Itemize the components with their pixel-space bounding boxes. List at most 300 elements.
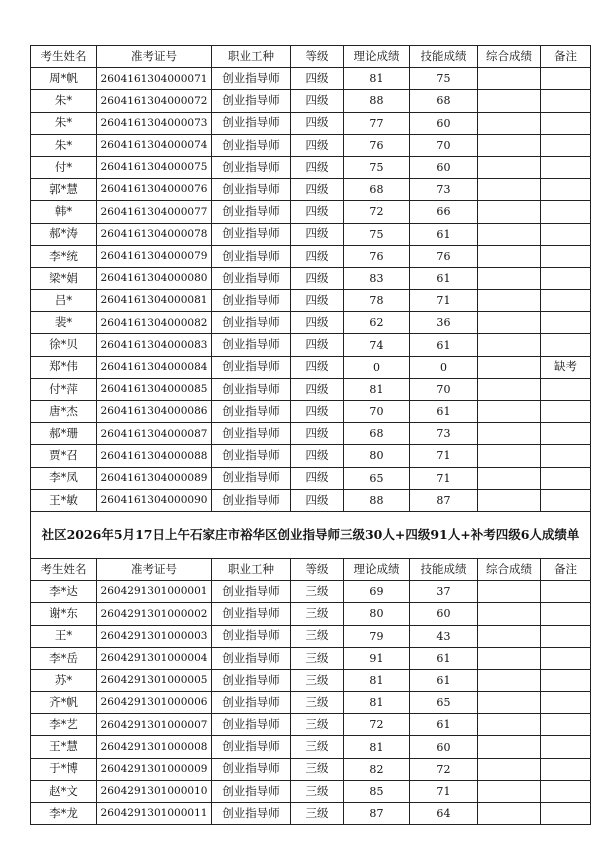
ticket-number-cell: 2604161304000078	[97, 223, 212, 245]
column-header: 考生姓名	[31, 558, 97, 580]
candidate-name-cell: 齐*帆	[31, 692, 97, 714]
candidate-name-cell: 李*艺	[31, 714, 97, 736]
candidate-name-cell: 郭*慧	[31, 179, 97, 201]
skill-score-cell: 61	[410, 714, 478, 736]
column-header: 职业工种	[212, 558, 291, 580]
theory-score-cell: 62	[344, 312, 410, 334]
column-header: 备注	[541, 46, 591, 68]
ticket-number-cell: 2604291301000011	[97, 803, 212, 825]
table-row	[31, 401, 591, 423]
theory-score-cell: 74	[344, 334, 410, 356]
total-score-cell	[478, 68, 541, 90]
table-row	[31, 423, 591, 445]
total-score-cell	[478, 156, 541, 178]
table-row	[31, 467, 591, 489]
level-cell: 四级	[291, 334, 344, 356]
remark-cell	[541, 467, 591, 489]
level-cell: 四级	[291, 68, 344, 90]
level-cell: 四级	[291, 445, 344, 467]
occupation-cell: 创业指导师	[212, 312, 291, 334]
table-row	[31, 581, 591, 603]
occupation-cell: 创业指导师	[212, 68, 291, 90]
occupation-cell: 创业指导师	[212, 356, 291, 378]
remark-cell	[541, 736, 591, 758]
ticket-number-cell: 2604161304000085	[97, 378, 212, 400]
column-header: 理论成绩	[344, 558, 410, 580]
skill-score-cell: 61	[410, 401, 478, 423]
occupation-cell: 创业指导师	[212, 290, 291, 312]
ticket-number-cell: 2604161304000084	[97, 356, 212, 378]
occupation-cell: 创业指导师	[212, 625, 291, 647]
score-sheet	[30, 45, 580, 825]
column-header: 等级	[291, 46, 344, 68]
ticket-number-cell: 2604291301000010	[97, 780, 212, 802]
ticket-number-cell: 2604291301000001	[97, 581, 212, 603]
column-header: 准考证号	[97, 558, 212, 580]
theory-score-cell: 72	[344, 201, 410, 223]
skill-score-cell: 60	[410, 156, 478, 178]
skill-score-cell: 71	[410, 445, 478, 467]
total-score-cell	[478, 692, 541, 714]
level-cell: 四级	[291, 378, 344, 400]
theory-score-cell: 85	[344, 780, 410, 802]
skill-score-cell: 61	[410, 267, 478, 289]
table-row	[31, 692, 591, 714]
skill-score-cell: 73	[410, 423, 478, 445]
total-score-cell	[478, 758, 541, 780]
ticket-number-cell: 2604161304000076	[97, 179, 212, 201]
occupation-cell: 创业指导师	[212, 489, 291, 511]
remark-cell	[541, 780, 591, 802]
ticket-number-cell: 2604291301000006	[97, 692, 212, 714]
remark-cell	[541, 692, 591, 714]
total-score-cell	[478, 445, 541, 467]
column-header: 技能成绩	[410, 46, 478, 68]
occupation-cell: 创业指导师	[212, 467, 291, 489]
skill-score-cell: 71	[410, 467, 478, 489]
remark-cell	[541, 581, 591, 603]
candidate-name-cell: 朱*	[31, 90, 97, 112]
candidate-name-cell: 李*龙	[31, 803, 97, 825]
occupation-cell: 创业指导师	[212, 179, 291, 201]
theory-score-cell: 87	[344, 803, 410, 825]
remark-cell	[541, 625, 591, 647]
occupation-cell: 创业指导师	[212, 156, 291, 178]
table-row	[31, 156, 591, 178]
skill-score-cell: 70	[410, 134, 478, 156]
total-score-cell	[478, 625, 541, 647]
total-score-cell	[478, 201, 541, 223]
table-row	[31, 68, 591, 90]
ticket-number-cell: 2604291301000009	[97, 758, 212, 780]
level-cell: 三级	[291, 780, 344, 802]
ticket-number-cell: 2604161304000080	[97, 267, 212, 289]
skill-score-cell: 75	[410, 68, 478, 90]
total-score-cell	[478, 803, 541, 825]
table-row	[31, 736, 591, 758]
ticket-number-cell: 2604161304000074	[97, 134, 212, 156]
remark-cell	[541, 245, 591, 267]
table-row	[31, 758, 591, 780]
theory-score-cell: 82	[344, 758, 410, 780]
candidate-name-cell: 郝*涛	[31, 223, 97, 245]
table-row	[31, 356, 591, 378]
candidate-name-cell: 李*达	[31, 581, 97, 603]
total-score-cell	[478, 134, 541, 156]
column-header: 综合成绩	[478, 46, 541, 68]
table-row	[31, 112, 591, 134]
remark-cell	[541, 445, 591, 467]
score-table	[30, 45, 591, 825]
candidate-name-cell: 梁*娟	[31, 267, 97, 289]
ticket-number-cell: 2604161304000079	[97, 245, 212, 267]
candidate-name-cell: 周*帆	[31, 68, 97, 90]
occupation-cell: 创业指导师	[212, 758, 291, 780]
remark-cell	[541, 90, 591, 112]
skill-score-cell: 64	[410, 803, 478, 825]
theory-score-cell: 69	[344, 581, 410, 603]
theory-score-cell: 88	[344, 489, 410, 511]
skill-score-cell: 72	[410, 758, 478, 780]
theory-score-cell: 72	[344, 714, 410, 736]
theory-score-cell: 70	[344, 401, 410, 423]
level-cell: 三级	[291, 736, 344, 758]
remark-cell	[541, 201, 591, 223]
total-score-cell	[478, 312, 541, 334]
level-cell: 三级	[291, 603, 344, 625]
occupation-cell: 创业指导师	[212, 378, 291, 400]
candidate-name-cell: 朱*	[31, 134, 97, 156]
candidate-name-cell: 贾*召	[31, 445, 97, 467]
column-header: 综合成绩	[478, 558, 541, 580]
skill-score-cell: 87	[410, 489, 478, 511]
table-row	[31, 647, 591, 669]
skill-score-cell: 61	[410, 669, 478, 691]
total-score-cell	[478, 780, 541, 802]
ticket-number-cell: 2604291301000002	[97, 603, 212, 625]
level-cell: 四级	[291, 223, 344, 245]
level-cell: 四级	[291, 156, 344, 178]
table-row	[31, 134, 591, 156]
remark-cell	[541, 401, 591, 423]
remark-cell	[541, 134, 591, 156]
total-score-cell	[478, 581, 541, 603]
theory-score-cell: 76	[344, 134, 410, 156]
occupation-cell: 创业指导师	[212, 581, 291, 603]
level-cell: 三级	[291, 647, 344, 669]
table-header-row	[31, 558, 591, 580]
table-row	[31, 625, 591, 647]
column-header: 等级	[291, 558, 344, 580]
total-score-cell	[478, 245, 541, 267]
skill-score-cell: 70	[410, 378, 478, 400]
total-score-cell	[478, 378, 541, 400]
level-cell: 三级	[291, 625, 344, 647]
total-score-cell	[478, 647, 541, 669]
total-score-cell	[478, 267, 541, 289]
column-header: 备注	[541, 558, 591, 580]
remark-cell	[541, 714, 591, 736]
table-row	[31, 803, 591, 825]
ticket-number-cell: 2604161304000081	[97, 290, 212, 312]
ticket-number-cell: 2604161304000082	[97, 312, 212, 334]
occupation-cell: 创业指导师	[212, 714, 291, 736]
level-cell: 三级	[291, 692, 344, 714]
total-score-cell	[478, 90, 541, 112]
level-cell: 四级	[291, 134, 344, 156]
theory-score-cell: 81	[344, 736, 410, 758]
remark-cell	[541, 489, 591, 511]
skill-score-cell: 76	[410, 245, 478, 267]
theory-score-cell: 0	[344, 356, 410, 378]
candidate-name-cell: 王*敏	[31, 489, 97, 511]
total-score-cell	[478, 603, 541, 625]
ticket-number-cell: 2604291301000008	[97, 736, 212, 758]
occupation-cell: 创业指导师	[212, 736, 291, 758]
theory-score-cell: 68	[344, 423, 410, 445]
level-cell: 四级	[291, 112, 344, 134]
skill-score-cell: 66	[410, 201, 478, 223]
occupation-cell: 创业指导师	[212, 423, 291, 445]
occupation-cell: 创业指导师	[212, 803, 291, 825]
skill-score-cell: 60	[410, 112, 478, 134]
candidate-name-cell: 赵*文	[31, 780, 97, 802]
section-title-row	[31, 511, 591, 558]
column-header: 理论成绩	[344, 46, 410, 68]
occupation-cell: 创业指导师	[212, 334, 291, 356]
total-score-cell	[478, 401, 541, 423]
remark-cell	[541, 423, 591, 445]
candidate-name-cell: 李*凤	[31, 467, 97, 489]
occupation-cell: 创业指导师	[212, 692, 291, 714]
ticket-number-cell: 2604161304000075	[97, 156, 212, 178]
table-row	[31, 312, 591, 334]
level-cell: 四级	[291, 245, 344, 267]
remark-cell	[541, 156, 591, 178]
table-row	[31, 267, 591, 289]
ticket-number-cell: 2604161304000077	[97, 201, 212, 223]
theory-score-cell: 79	[344, 625, 410, 647]
theory-score-cell: 81	[344, 378, 410, 400]
occupation-cell: 创业指导师	[212, 445, 291, 467]
remark-cell	[541, 112, 591, 134]
skill-score-cell: 36	[410, 312, 478, 334]
remark-cell	[541, 803, 591, 825]
column-header: 准考证号	[97, 46, 212, 68]
candidate-name-cell: 韩*	[31, 201, 97, 223]
ticket-number-cell: 2604161304000088	[97, 445, 212, 467]
occupation-cell: 创业指导师	[212, 112, 291, 134]
remark-cell	[541, 223, 591, 245]
skill-score-cell: 71	[410, 290, 478, 312]
total-score-cell	[478, 489, 541, 511]
skill-score-cell: 61	[410, 223, 478, 245]
table-header-row	[31, 46, 591, 68]
ticket-number-cell: 2604291301000003	[97, 625, 212, 647]
total-score-cell	[478, 356, 541, 378]
theory-score-cell: 77	[344, 112, 410, 134]
level-cell: 三级	[291, 581, 344, 603]
column-header: 技能成绩	[410, 558, 478, 580]
level-cell: 四级	[291, 290, 344, 312]
candidate-name-cell: 苏*	[31, 669, 97, 691]
table-row	[31, 378, 591, 400]
total-score-cell	[478, 669, 541, 691]
candidate-name-cell: 付*萍	[31, 378, 97, 400]
ticket-number-cell: 2604161304000087	[97, 423, 212, 445]
candidate-name-cell: 唐*杰	[31, 401, 97, 423]
occupation-cell: 创业指导师	[212, 245, 291, 267]
total-score-cell	[478, 467, 541, 489]
table-row	[31, 290, 591, 312]
ticket-number-cell: 2604161304000071	[97, 68, 212, 90]
level-cell: 四级	[291, 179, 344, 201]
theory-score-cell: 83	[344, 267, 410, 289]
total-score-cell	[478, 714, 541, 736]
theory-score-cell: 81	[344, 68, 410, 90]
table-row	[31, 669, 591, 691]
total-score-cell	[478, 736, 541, 758]
total-score-cell	[478, 179, 541, 201]
candidate-name-cell: 郝*珊	[31, 423, 97, 445]
theory-score-cell: 80	[344, 445, 410, 467]
theory-score-cell: 65	[344, 467, 410, 489]
candidate-name-cell: 徐*贝	[31, 334, 97, 356]
occupation-cell: 创业指导师	[212, 603, 291, 625]
skill-score-cell: 71	[410, 780, 478, 802]
ticket-number-cell: 2604291301000005	[97, 669, 212, 691]
level-cell: 四级	[291, 467, 344, 489]
theory-score-cell: 88	[344, 90, 410, 112]
table-row	[31, 489, 591, 511]
table-row	[31, 223, 591, 245]
level-cell: 四级	[291, 312, 344, 334]
ticket-number-cell: 2604161304000072	[97, 90, 212, 112]
candidate-name-cell: 郑*伟	[31, 356, 97, 378]
theory-score-cell: 80	[344, 603, 410, 625]
column-header: 考生姓名	[31, 46, 97, 68]
theory-score-cell: 68	[344, 179, 410, 201]
ticket-number-cell: 2604161304000090	[97, 489, 212, 511]
candidate-name-cell: 于*博	[31, 758, 97, 780]
candidate-name-cell: 王*	[31, 625, 97, 647]
remark-cell	[541, 267, 591, 289]
table-row	[31, 245, 591, 267]
occupation-cell: 创业指导师	[212, 780, 291, 802]
remark-cell	[541, 378, 591, 400]
skill-score-cell: 60	[410, 736, 478, 758]
candidate-name-cell: 王*慧	[31, 736, 97, 758]
remark-cell	[541, 758, 591, 780]
occupation-cell: 创业指导师	[212, 223, 291, 245]
skill-score-cell: 0	[410, 356, 478, 378]
theory-score-cell: 76	[344, 245, 410, 267]
level-cell: 四级	[291, 90, 344, 112]
occupation-cell: 创业指导师	[212, 669, 291, 691]
occupation-cell: 创业指导师	[212, 90, 291, 112]
level-cell: 四级	[291, 201, 344, 223]
table-row	[31, 780, 591, 802]
skill-score-cell: 61	[410, 334, 478, 356]
level-cell: 四级	[291, 423, 344, 445]
ticket-number-cell: 2604291301000004	[97, 647, 212, 669]
table-row	[31, 179, 591, 201]
level-cell: 四级	[291, 267, 344, 289]
skill-score-cell: 68	[410, 90, 478, 112]
table-row	[31, 90, 591, 112]
occupation-cell: 创业指导师	[212, 134, 291, 156]
table-row	[31, 714, 591, 736]
remark-cell	[541, 179, 591, 201]
level-cell: 三级	[291, 669, 344, 691]
skill-score-cell: 43	[410, 625, 478, 647]
remark-cell	[541, 647, 591, 669]
table-row	[31, 334, 591, 356]
candidate-name-cell: 吕*	[31, 290, 97, 312]
level-cell: 四级	[291, 401, 344, 423]
total-score-cell	[478, 223, 541, 245]
occupation-cell: 创业指导师	[212, 267, 291, 289]
remark-cell	[541, 290, 591, 312]
remark-cell	[541, 603, 591, 625]
remark-cell	[541, 312, 591, 334]
level-cell: 三级	[291, 758, 344, 780]
occupation-cell: 创业指导师	[212, 201, 291, 223]
ticket-number-cell: 2604161304000073	[97, 112, 212, 134]
theory-score-cell: 81	[344, 692, 410, 714]
theory-score-cell: 75	[344, 223, 410, 245]
remark-cell	[541, 68, 591, 90]
section-title: 社区2026年5月17日上午石家庄市裕华区创业指导师三级30人+四级91人+补考四级6人成绩单	[31, 511, 591, 558]
level-cell: 三级	[291, 714, 344, 736]
theory-score-cell: 78	[344, 290, 410, 312]
ticket-number-cell: 2604161304000083	[97, 334, 212, 356]
candidate-name-cell: 付*	[31, 156, 97, 178]
candidate-name-cell: 李*统	[31, 245, 97, 267]
candidate-name-cell: 裴*	[31, 312, 97, 334]
table-row	[31, 201, 591, 223]
level-cell: 四级	[291, 489, 344, 511]
candidate-name-cell: 谢*东	[31, 603, 97, 625]
remark-cell: 缺考	[541, 356, 591, 378]
level-cell: 四级	[291, 356, 344, 378]
table-row	[31, 603, 591, 625]
ticket-number-cell: 2604161304000089	[97, 467, 212, 489]
occupation-cell: 创业指导师	[212, 401, 291, 423]
total-score-cell	[478, 290, 541, 312]
skill-score-cell: 73	[410, 179, 478, 201]
ticket-number-cell: 2604291301000007	[97, 714, 212, 736]
theory-score-cell: 81	[344, 669, 410, 691]
candidate-name-cell: 李*岳	[31, 647, 97, 669]
total-score-cell	[478, 334, 541, 356]
theory-score-cell: 91	[344, 647, 410, 669]
remark-cell	[541, 334, 591, 356]
skill-score-cell: 60	[410, 603, 478, 625]
skill-score-cell: 65	[410, 692, 478, 714]
occupation-cell: 创业指导师	[212, 647, 291, 669]
candidate-name-cell: 朱*	[31, 112, 97, 134]
column-header: 职业工种	[212, 46, 291, 68]
table-row	[31, 445, 591, 467]
remark-cell	[541, 669, 591, 691]
total-score-cell	[478, 112, 541, 134]
theory-score-cell: 75	[344, 156, 410, 178]
ticket-number-cell: 2604161304000086	[97, 401, 212, 423]
total-score-cell	[478, 423, 541, 445]
level-cell: 三级	[291, 803, 344, 825]
skill-score-cell: 61	[410, 647, 478, 669]
